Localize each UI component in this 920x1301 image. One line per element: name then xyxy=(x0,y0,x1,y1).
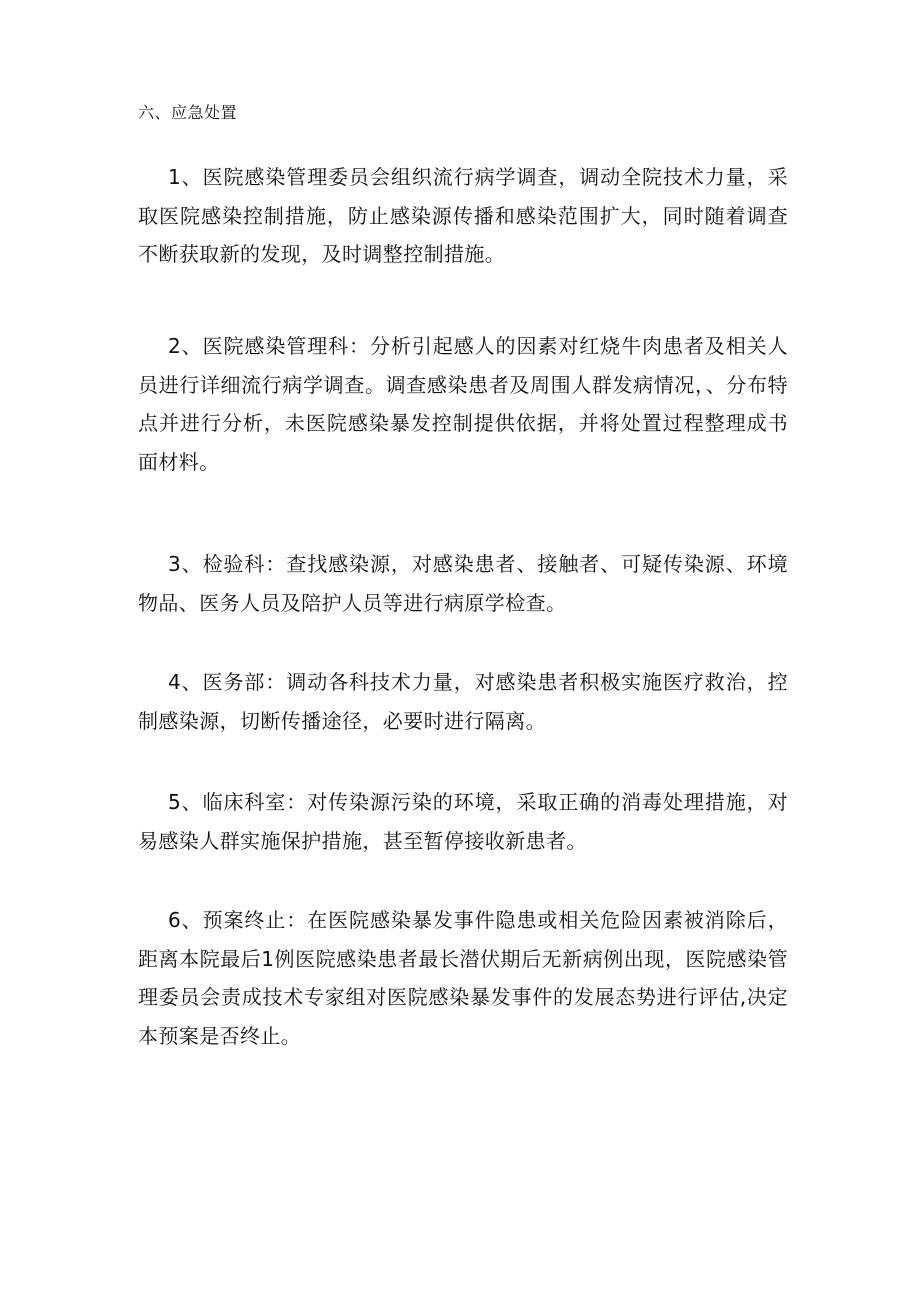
paragraph-5: 5、临床科室：对传染源污染的环境，采取正确的消毒处理措施，对易感染人群实施保护措施，甚至暂停接收新患者。 xyxy=(138,790,788,853)
paragraph-3: 3、检验科：查找感染源，对感染患者、接触者、可疑传染源、环境物品、医务人员及陪护人员等进行病原学检查。 xyxy=(138,552,788,615)
paragraph-2: 2、医院感染管理科：分析引起感人的因素对红烧牛肉患者及相关人员进行详细流行病学调查。调查感染患者及周围人群发病情况，、分布特点并进行分析，未医院感染暴发控制提供依据，并将处置过程整理成书面材料。 xyxy=(138,334,788,474)
paragraph-1: 1、医院感染管理委员会组织流行病学调查，调动全院技术力量，采取医院感染控制措施，防止感染源传播和感染范围扩大，同时随着调查不断获取新的发现，及时调整控制措施。 xyxy=(138,165,788,266)
section-heading: 六、应急处置 xyxy=(138,103,238,122)
paragraph-6: 6、预案终止：在医院感染暴发事件隐患或相关危险因素被消除后，距离本院最后1例医院感染患者最长潜伏期后无新病例出现，医院感染管理委员会责成技术专家组对医院感染暴发事件的发展态势进行评估,决定本预案是否终止。 xyxy=(138,908,788,1048)
paragraph-4: 4、医务部：调动各科技术力量，对感染患者积极实施医疗救治，控制感染源，切断传播途径，必要时进行隔离。 xyxy=(138,670,788,733)
